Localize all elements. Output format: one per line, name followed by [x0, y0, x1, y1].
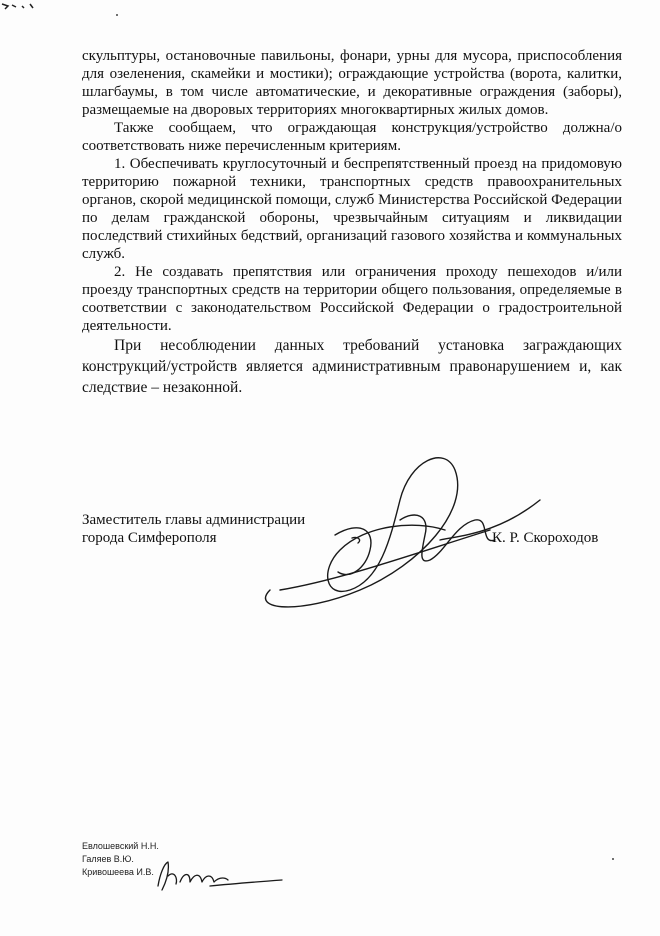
scan-speck — [612, 858, 614, 860]
executors-footer — [82, 840, 159, 879]
paragraph-continuation: скульптуры, остановочные павильоны, фонари, урны для мусора, приспособления для озеленения, скамейки и мостики); ограждающие устройства (ворота, калитки, шлагбаумы, в том числе автоматические, и декоративные ограждения (заборы), размещаемые на дворовых территориях многоквартирных жилых домов. — [82, 48, 622, 118]
executor-2: Галяев В.Ю. — [82, 854, 134, 864]
signatory-position-line2: города Симферополя — [82, 530, 217, 546]
executor-1: Евлошевский Н.Н. — [82, 841, 159, 851]
initials-signature-image — [150, 856, 290, 896]
paragraph-criteria-intro: Также сообщаем, что ограждающая конструкция/устройство должна/о соответствовать ниже перечисленным критериям. — [82, 120, 622, 154]
signatory-name: К. Р. Скороходов — [492, 530, 599, 546]
signatory-position-line1: Заместитель главы администрации — [82, 512, 306, 528]
letter-body — [82, 47, 622, 398]
signature-block — [82, 511, 622, 547]
scan-artifact-icon — [0, 0, 60, 20]
paragraph-criterion-2: 2. Не создавать препятствия или ограничения проходу пешеходов и/или проезду транспортных средств на территории общего пользования, определяемые в соответствии с законодательством Российской Федерации о градостроительной деятельности. — [82, 264, 622, 334]
paragraph-criterion-1: 1. Обеспечивать круглосуточный и беспрепятственный проезд на придомовую территорию пожарной техники, транспортных средств правоохранительных органов, скорой медицинской помощи, служб Министерства Российской Федерации по делам гражданской обороны, чрезвычайным ситуациям и ликвидации последствий стихийных бедствий, организаций газового хозяйства и коммунальных служб. — [82, 156, 622, 262]
executor-3: Кривошеева И.В. — [82, 867, 154, 877]
scan-speck — [116, 14, 118, 16]
paragraph-conclusion: При несоблюдении данных требований установка заграждающих конструкций/устройств является административным правонарушением и, как следствие – незаконной. — [82, 337, 622, 396]
